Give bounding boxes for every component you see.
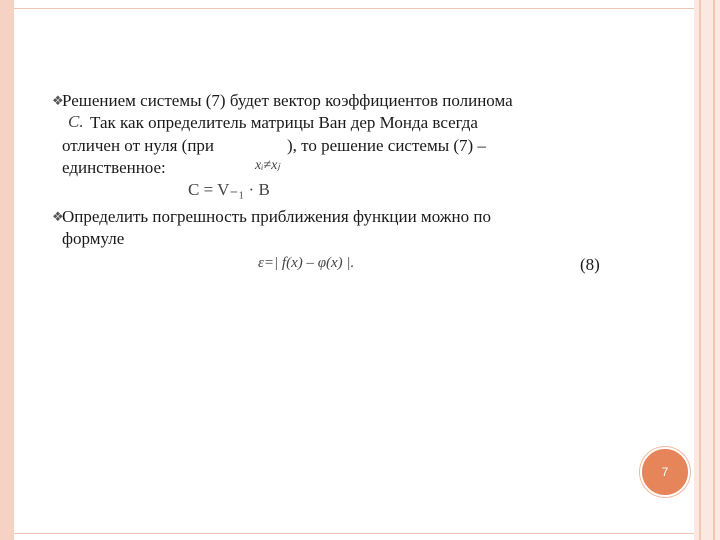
equation-number: (8) <box>580 255 600 274</box>
diamond-bullet-icon: ❖ <box>52 210 64 225</box>
condition-formula: xᵢ≠xⱼ <box>255 158 280 173</box>
solution-formula: C = V₋₁ · B <box>188 180 270 199</box>
bullet1-line1: Решением системы (7) будет вектор коэффициентов полинома <box>62 91 513 110</box>
bullet2-line2: формуле <box>62 229 125 248</box>
page-number: 7 <box>661 465 669 479</box>
bullet2-line1: Определить погрешность приближения функции можно по <box>62 207 491 226</box>
page-number-badge <box>640 447 690 497</box>
right-decor-pattern <box>694 0 720 540</box>
bullet1-line3a: отличен от нуля (при <box>62 136 215 155</box>
bullet1-line2: Так как определитель матрицы Ван дер Монда всегда <box>90 113 478 132</box>
diamond-bullet-icon: ❖ <box>52 94 64 109</box>
error-formula: ε=| f(x) – φ(x) |. <box>258 255 355 271</box>
bullet1-line3b: ), то решение системы (7) – <box>287 136 486 155</box>
bullet1-line4: единственное: <box>62 158 166 177</box>
left-decor-bar <box>0 0 14 540</box>
math-variable-c: C. <box>68 112 84 131</box>
